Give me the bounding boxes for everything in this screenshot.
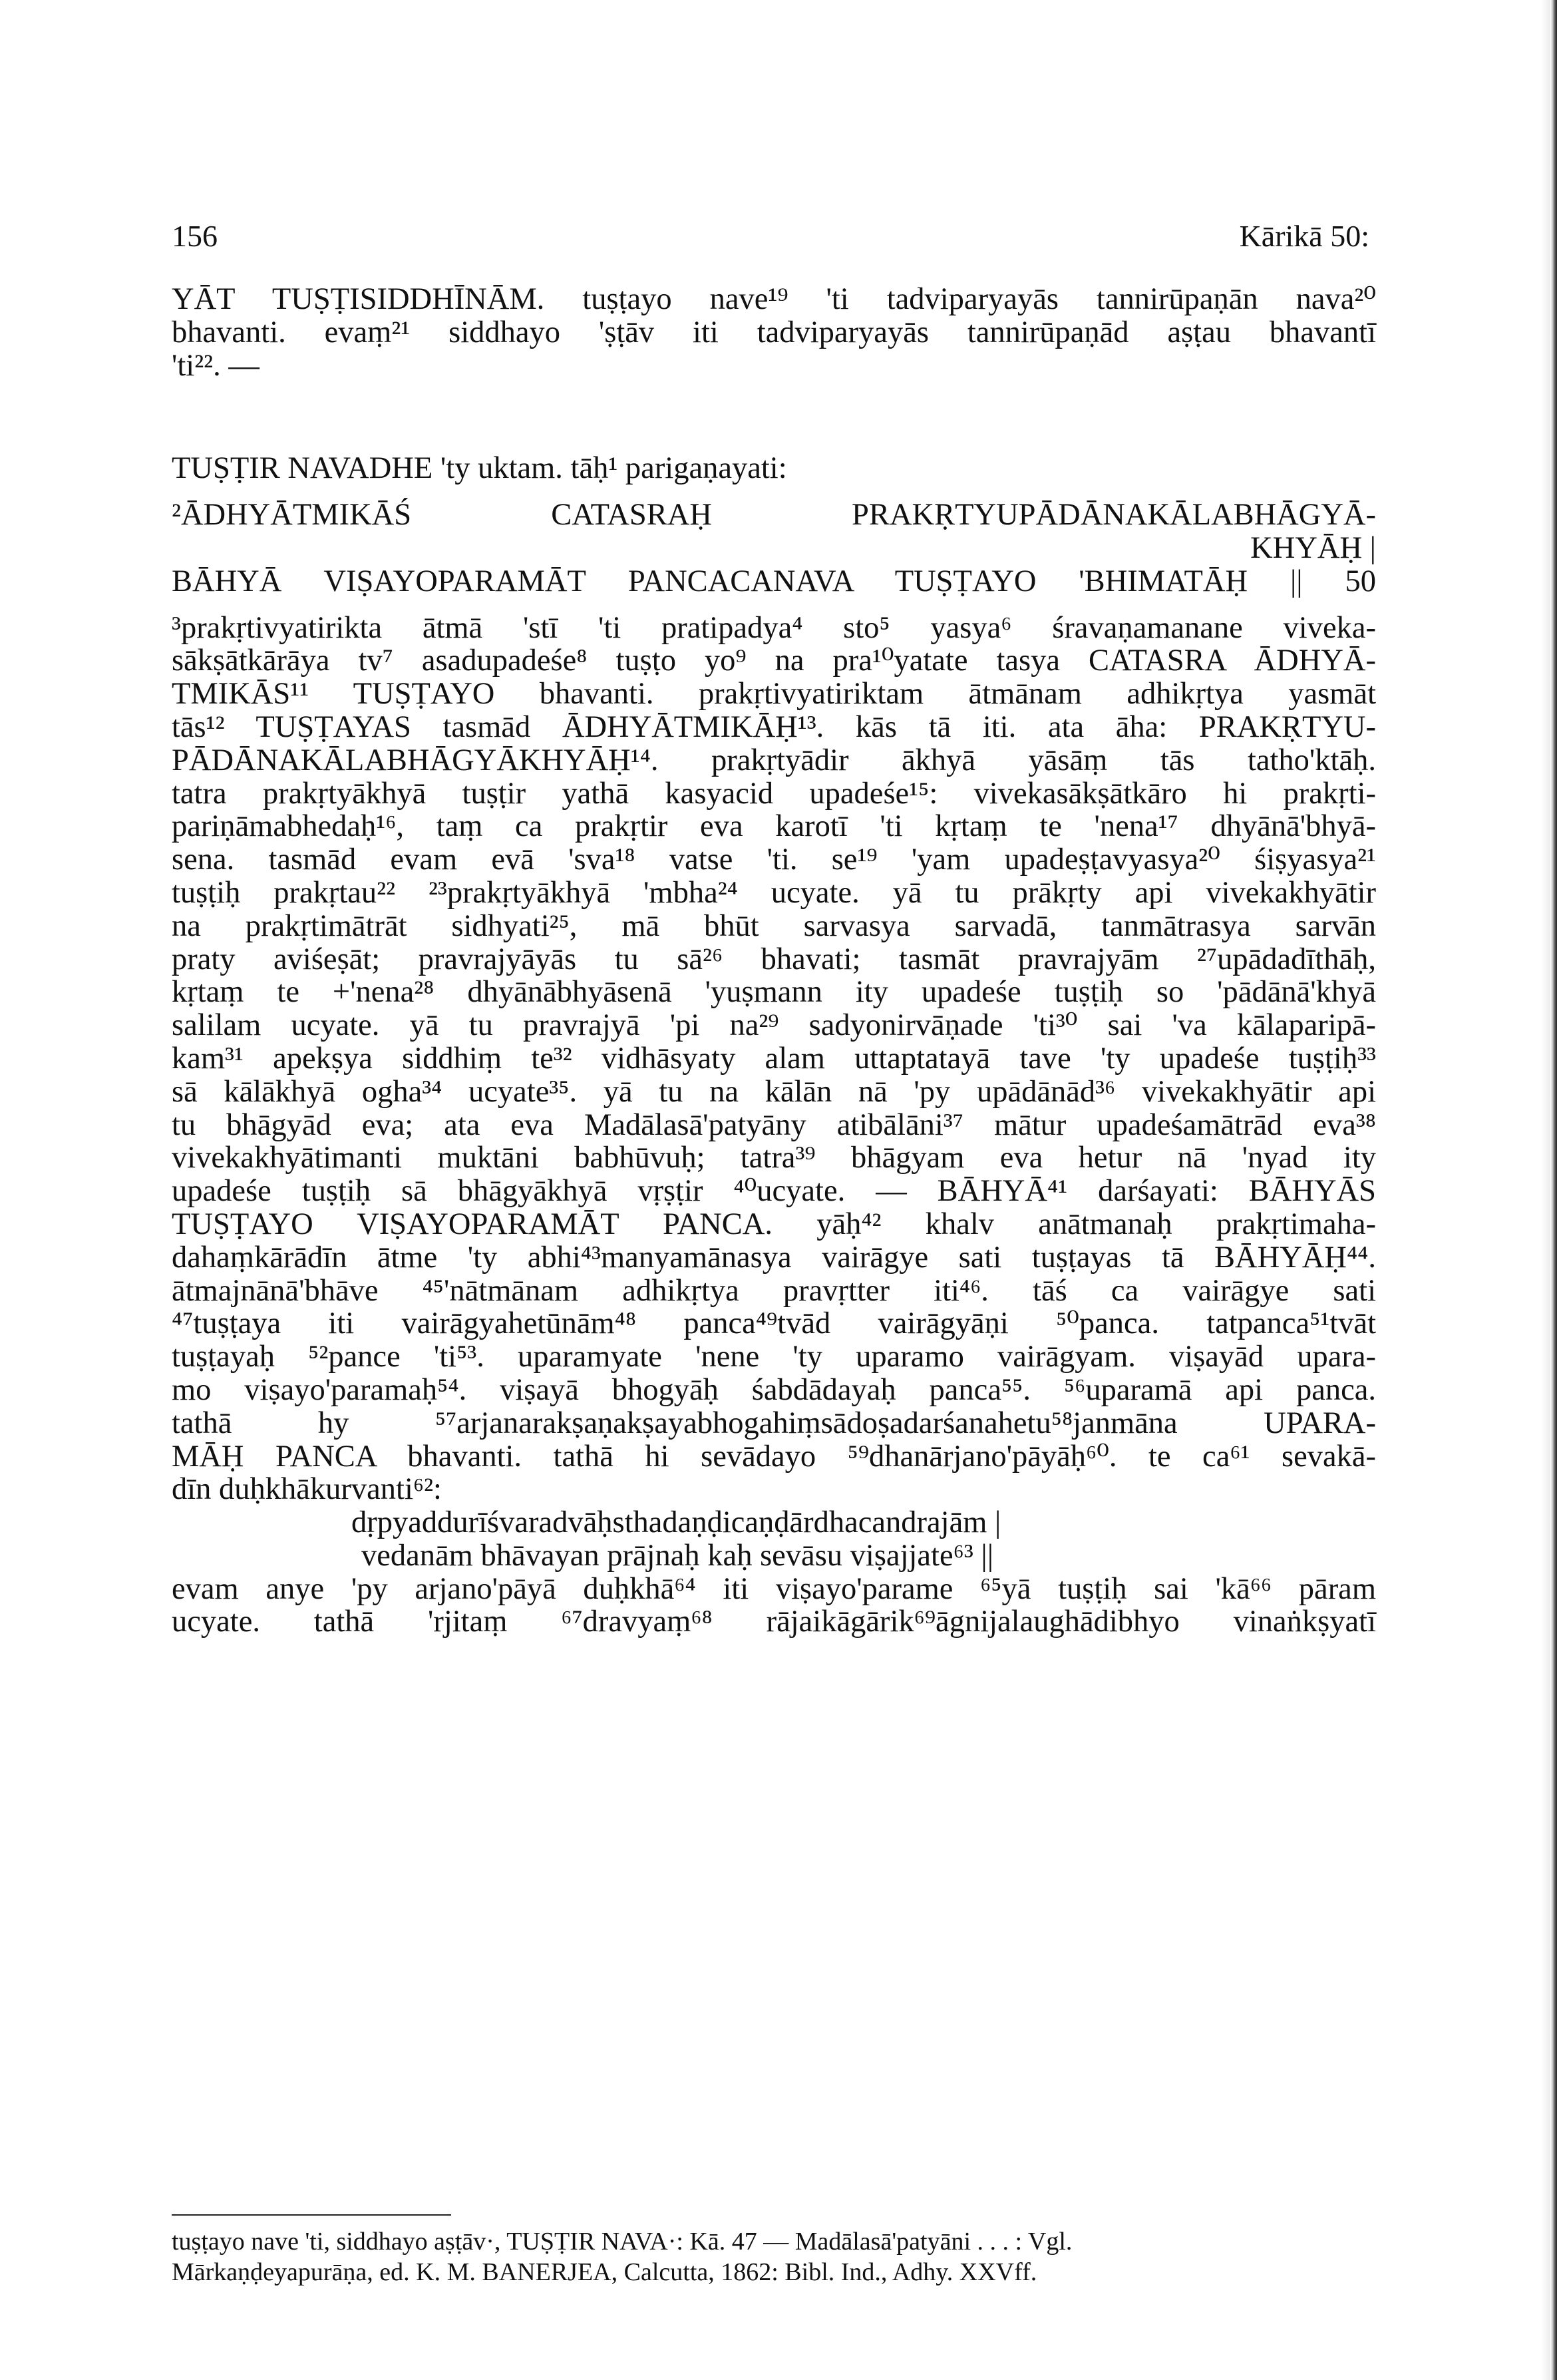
page-edge-shadow (1541, 0, 1550, 2380)
text-line: evam anye 'py arjano'pāyā duḥkhā⁶⁴ iti viṣayo'parame ⁶⁵yā tuṣṭiḥ sai 'kā⁶⁶ pāram (172, 1571, 1376, 1606)
section-gap (172, 598, 1376, 612)
text-line: TMIKĀS¹¹ TUṢṬAYO bhavanti. prakṛtivyatiriktam ātmānam adhikṛtya yasmāt (172, 677, 1376, 711)
text-line: dīn duḥkhākurvanti⁶²: (172, 1472, 442, 1507)
verse-line: vedanām bhāvayan prājnaḥ kaḥ sevāsu viṣajjate⁶³ || (361, 1538, 994, 1573)
text-line: bhavanti. evaṃ²¹ siddhayo 'ṣṭāv iti tadviparyayās tannirūpaṇād aṣṭau bhavantī (172, 315, 1376, 349)
text-line: na prakṛtimātrāt sidhyati²⁵, mā bhūt sarvasya sarvadā, tanmātrasya sarvān (172, 908, 1376, 943)
page-header (172, 218, 1369, 258)
text-line: tās¹² TUṢṬAYAS tasmād ĀDHYĀTMIKĀḤ¹³. kās tā iti. ata āha: PRAKṚTYU- (172, 709, 1376, 744)
text-line: ³prakṛtivyatirikta ātmā 'stī 'ti pratipadya⁴ sto⁵ yasya⁶ śravaṇamanane viveka- (172, 610, 1376, 645)
text-line: tatra prakṛtyākhyā tuṣṭir yathā kasyacid upadeśe¹⁵: vivekasākṣātkāro hi prakṛti- (172, 776, 1376, 811)
text-line: kam³¹ apekṣya siddhiṃ te³² vidhāsyaty alam uttaptatayā tave 'ty upadeśe tuṣṭiḥ³³ (172, 1041, 1376, 1076)
footnote-line: Mārkaṇḍeyapurāṇa, ed. K. M. BANERJEA, Calcutta, 1862: Bibl. Ind., Adhy. XXVff. (172, 2258, 1037, 2286)
text-line: tuṣṭiḥ prakṛtau²² ²³prakṛtyākhyā 'mbha²⁴ ucyate. yā tu prākṛty api vivekakhyātir (172, 875, 1376, 910)
text-line: ātmajnānā'bhāve ⁴⁵'nātmānam adhikṛtya pravṛtter iti⁴⁶. tāś ca vairāgye sati (172, 1273, 1376, 1308)
text-line: 'ti²². — (172, 348, 260, 383)
text-line: sena. tasmād evam evā 'sva¹⁸ vatse 'ti. se¹⁹ 'yam upadeṣṭavyasya²⁰ śiṣyasya²¹ (172, 843, 1376, 877)
text-line: tu bhāgyād eva; ata eva Madālasā'patyāny atibālāni³⁷ mātur upadeśamātrād eva³⁸ (172, 1107, 1376, 1142)
section-gap (172, 485, 1376, 498)
footnote-line: tuṣṭayo nave 'ti, siddhayo aṣṭāv·, TUṢṬIR NAVA·: Kā. 47 — Madālasā'patyāni . . . : Vgl. (172, 2228, 1073, 2256)
text-line: upadeśe tuṣṭiḥ sā bhāgyākhyā vṛṣṭir ⁴⁰ucyate. — BĀHYĀ⁴¹ darśayati: BĀHYĀS (172, 1174, 1376, 1209)
verse-line: dṛpyaddurīśvaradvāḥsthadaṇḍicaṇḍārdhacandrajām | (351, 1505, 1001, 1540)
text-line: ucyate. tathā 'rjitaṃ ⁶⁷dravyaṃ⁶⁸ rājaikāgārik⁶⁹āgnijalaughādibhyo vinaṅkṣyatī (172, 1605, 1376, 1639)
page-number: 156 (172, 219, 218, 253)
footnote-divider (172, 2214, 451, 2216)
text-line: dahaṃkārādīn ātme 'ty abhi⁴³manyamānasya vairāgye sati tuṣṭayas tā BĀHYĀḤ⁴⁴. (172, 1240, 1376, 1275)
text-line: praty aviśeṣāt; pravrajyāyās tu sā²⁶ bhavati; tasmāt pravrajyām ²⁷upādadīthāḥ, (172, 942, 1376, 976)
section-gap (172, 382, 1376, 452)
karika-line: ²ĀDHYĀTMIKĀŚ CATASRAḤ PRAKṚTYUPĀDĀNAKĀLABHĀGYĀ- (172, 498, 1376, 532)
text-line: kṛtaṃ te +'nena²⁸ dhyānābhyāsenā 'yuṣmann ity upadeśe tuṣṭiḥ so 'pādānā'khyā (172, 975, 1376, 1010)
karika-line: BĀHYĀ VIṢAYOPARAMĀT PANCACANAVA TUṢṬAYO 'BHIMATĀḤ || 50 (172, 564, 1376, 598)
page-edge (1550, 0, 1557, 2380)
main-text (172, 283, 1376, 1639)
text-line: YĀT TUṢṬISIDDHĪNĀM. tuṣṭayo nave¹⁹ 'ti tadviparyayās tannirūpaṇān nava²⁰ (172, 282, 1376, 316)
text-line: PĀDĀNAKĀLABHĀGYĀKHYĀḤ¹⁴. prakṛtyādir ākhyā yāsāṃ tās tatho'ktāḥ. (172, 743, 1376, 777)
text-line: tuṣṭayaḥ ⁵²pance 'ti⁵³. uparamyate 'nene 'ty uparamo vairāgyam. viṣayād upara- (172, 1340, 1376, 1374)
karika-line: KHYĀḤ | (1250, 530, 1376, 565)
footnotes (172, 2226, 1376, 2287)
text-line: MĀḤ PANCA bhavanti. tathā hi sevādayo ⁵⁹dhanārjano'pāyāḥ⁶⁰. te ca⁶¹ sevakā- (172, 1439, 1376, 1474)
text-line: vivekakhyātimanti muktāni babhūvuḥ; tatra³⁹ bhāgyam eva hetur nā 'nyad ity (172, 1141, 1376, 1175)
text-line: pariṇāmabhedaḥ¹⁶, taṃ ca prakṛtir eva karotī 'ti kṛtaṃ te 'nena¹⁷ dhyānā'bhyā- (172, 809, 1376, 844)
text-line: tathā hy ⁵⁷arjanarakṣaṇakṣayabhogahiṃsādoṣadarśanahetu⁵⁸janmāna UPARA- (172, 1406, 1376, 1440)
running-head: Kārikā 50: (1239, 219, 1369, 253)
text-line: TUṢṬAYO VIṢAYOPARAMĀT PANCA. yāḥ⁴² khalv anātmanaḥ prakṛtimaha- (172, 1207, 1376, 1241)
text-line: sākṣātkārāya tv⁷ asadupadeśe⁸ tuṣṭo yo⁹ na pra¹⁰yatate tasya CATASRA ĀDHYĀ- (172, 644, 1376, 678)
text-line: TUṢṬIR NAVADHE 'ty uktam. tāḥ¹ parigaṇayati: (172, 451, 787, 486)
text-line: salilam ucyate. yā tu pravrajyā 'pi na²⁹ sadyonirvāṇade 'ti³⁰ sai 'va kālaparipā- (172, 1008, 1376, 1043)
text-line: mo viṣayo'paramaḥ⁵⁴. viṣayā bhogyāḥ śabdādayaḥ panca⁵⁵. ⁵⁶uparamā api panca. (172, 1372, 1376, 1407)
text-line: sā kālākhyā ogha³⁴ ucyate³⁵. yā tu na kālān nā 'py upādānād³⁶ vivekakhyātir api (172, 1074, 1376, 1109)
text-line: ⁴⁷tuṣṭaya iti vairāgyahetūnām⁴⁸ panca⁴⁹tvād vairāgyāṇi ⁵⁰panca. tatpanca⁵¹tvāt (172, 1306, 1376, 1341)
